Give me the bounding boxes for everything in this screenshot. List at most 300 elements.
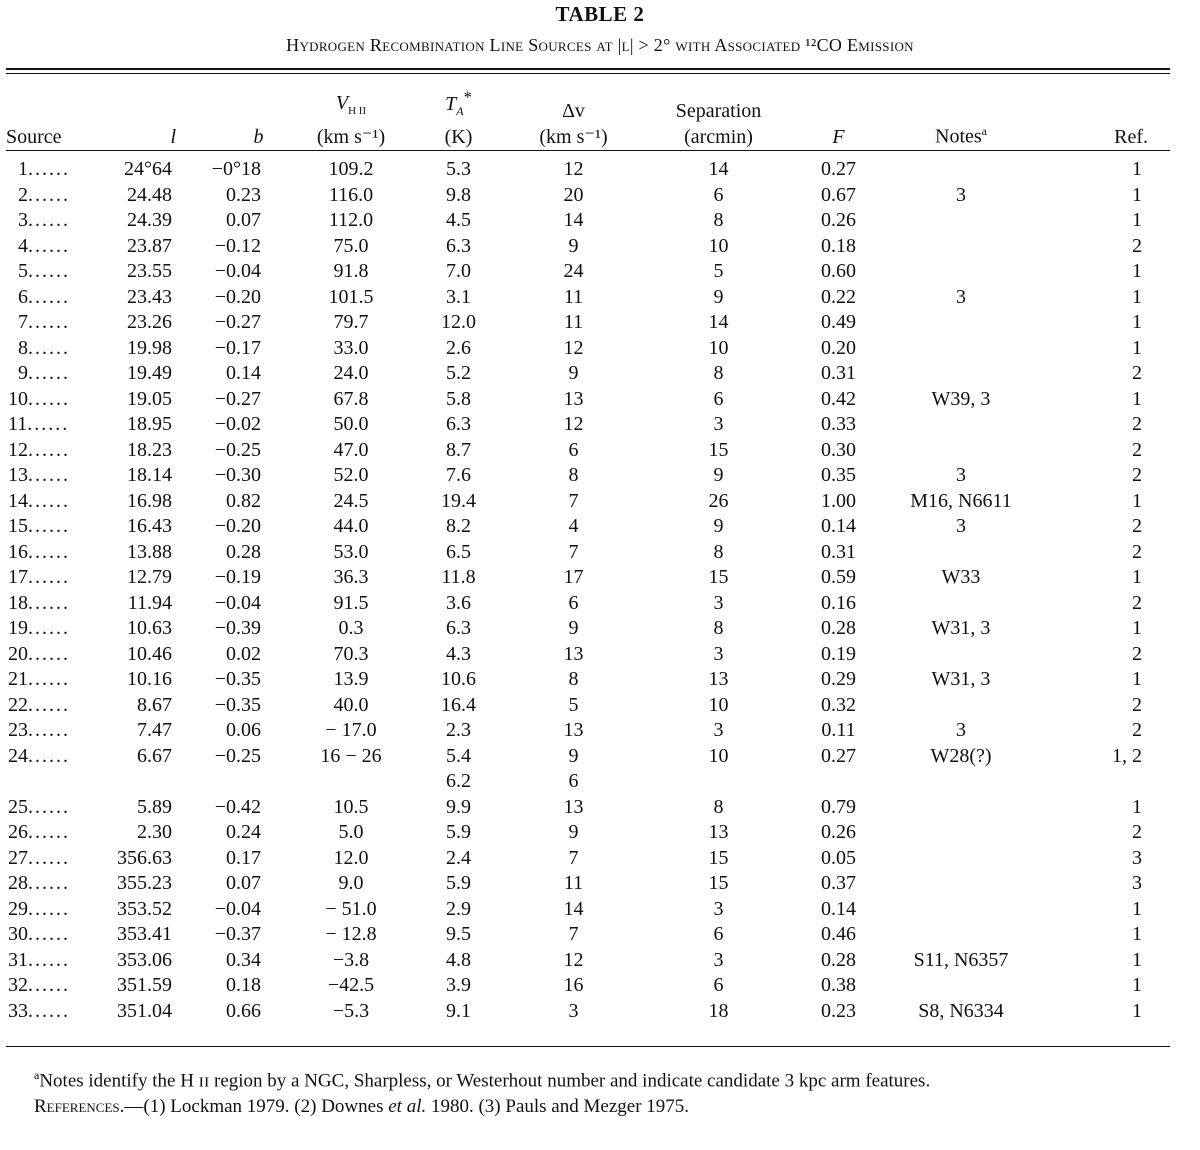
cell-b: −0.04: [214, 897, 261, 920]
cell-f: 0.31: [821, 540, 856, 563]
cell-v-hii: 52.0: [333, 464, 369, 486]
cell-f: 0.14: [821, 515, 856, 537]
cell-ta: 6.5: [446, 540, 471, 563]
table-row: [6, 412, 1170, 438]
cell-source: 33......: [8, 999, 70, 1022]
cell-delta-v: 12: [563, 158, 584, 180]
cell-source: 28......: [8, 872, 70, 894]
data-table: [6, 84, 1170, 1024]
cell-b: −0.20: [214, 285, 261, 308]
cell-delta-v: 7: [568, 923, 579, 945]
cell-l: 24°64: [124, 158, 172, 180]
cell-ta: 7.6: [446, 464, 471, 486]
cell-notes: W39, 3: [931, 387, 991, 410]
cell-ref: 1: [1132, 617, 1142, 639]
cell-ta: 6.3: [446, 413, 471, 435]
cell-ta: 4.8: [446, 948, 471, 971]
cell-ref: 1: [1132, 974, 1142, 996]
cell-b: −0.25: [214, 744, 261, 767]
cell-separation: 14: [708, 158, 729, 180]
cell-b: −0.17: [214, 336, 261, 359]
cell-b: −0.25: [214, 438, 261, 461]
cell-b: [176, 769, 291, 795]
cell-b: −0.37: [214, 923, 261, 945]
cell-separation: 8: [713, 617, 724, 639]
cell-notes: M16, N6611: [910, 489, 1012, 512]
cell-v-hii: 116.0: [328, 183, 374, 206]
cell-ref: 3: [1132, 846, 1142, 869]
table-body: [6, 151, 1170, 1025]
cell-notes: [881, 871, 1041, 897]
cell-f: 0.67: [821, 183, 856, 206]
cell-v-hii: [291, 769, 411, 795]
cell-l: 11.94: [127, 591, 172, 614]
cell-ref: [1041, 769, 1170, 795]
cell-v-hii: 101.5: [328, 285, 374, 308]
cell-delta-v: 9: [568, 234, 579, 257]
table-row: [6, 642, 1170, 668]
cell-delta-v: 13: [563, 719, 584, 741]
cell-separation: 9: [713, 464, 724, 486]
cell-b: −0.27: [214, 387, 261, 410]
cell-f: 0.18: [821, 234, 856, 257]
cell-delta-v: 13: [563, 642, 584, 665]
cell-f: 0.19: [821, 642, 856, 665]
cell-l: 355.23: [117, 872, 172, 894]
header-row: [6, 84, 1170, 151]
cell-ref: 1: [1132, 158, 1142, 180]
table-title: TABLE 2: [555, 2, 645, 26]
cell-delta-v: 7: [568, 489, 579, 512]
cell-notes: [881, 642, 1041, 668]
table-row: [6, 718, 1170, 744]
cell-source: 16......: [8, 540, 70, 563]
cell-b: −0.04: [214, 591, 261, 614]
cell-v-hii: 12.0: [333, 846, 369, 869]
cell-notes: W28(?): [930, 744, 992, 767]
cell-f: 0.16: [821, 591, 856, 614]
cell-source: 15......: [8, 515, 70, 537]
cell-l: 23.87: [127, 234, 172, 257]
cell-ta: 9.9: [446, 795, 471, 818]
cell-ta: 5.9: [446, 872, 471, 894]
cell-ta: 16.4: [441, 693, 476, 716]
cell-ref: 1: [1132, 260, 1142, 282]
cell-b: −0.35: [214, 668, 261, 690]
cell-ta: 5.3: [446, 158, 471, 180]
cell-separation: 10: [708, 744, 729, 767]
cell-f: 0.27: [821, 158, 856, 180]
cell-l: 10.63: [127, 617, 172, 639]
cell-f: 0.26: [821, 209, 856, 231]
cell-ta: 9.8: [446, 183, 471, 206]
cell-ta: 7.0: [446, 260, 471, 282]
cell-b: 0.17: [226, 846, 261, 869]
cell-source: 31......: [8, 948, 70, 971]
cell-b: 0.82: [226, 489, 261, 512]
cell-v-hii: 24.0: [333, 362, 369, 384]
cell-l: 23.55: [127, 260, 172, 282]
cell-l: 5.89: [137, 795, 172, 818]
cell-ref: 2: [1132, 642, 1142, 665]
cell-f: 0.27: [821, 744, 856, 767]
cell-delta-v: 12: [563, 336, 584, 359]
cell-b: 0.07: [226, 872, 261, 894]
cell-separation: 8: [713, 540, 724, 563]
cell-b: 0.23: [226, 183, 261, 206]
cell-ta: 11.8: [441, 566, 476, 588]
cell-source: 5......: [18, 260, 70, 282]
cell-source: 13......: [8, 464, 70, 486]
cell-v-hii: 24.5: [333, 489, 369, 512]
cell-l: 24.48: [127, 183, 172, 206]
cell-ta: 9.5: [446, 923, 471, 945]
cell-separation: 13: [708, 668, 729, 690]
cell-source: 12......: [8, 438, 70, 461]
cell-f: 0.33: [821, 413, 856, 435]
cell-delta-v: 11: [563, 285, 584, 308]
cell-ta: 2.3: [446, 719, 471, 741]
cell-source: 21......: [8, 668, 70, 690]
cell-l: 353.06: [117, 948, 172, 971]
cell-l: 24.39: [127, 209, 172, 231]
cell-source: 9......: [18, 362, 70, 384]
cell-source: 10......: [8, 387, 70, 410]
cell-ref: 1: [1132, 311, 1142, 333]
cell-l: 356.63: [117, 846, 172, 869]
top-rule: [6, 68, 1170, 70]
cell-v-hii: 16 − 26: [320, 744, 382, 767]
cell-l: 16.98: [127, 489, 172, 512]
cell-l: 19.98: [127, 336, 172, 359]
cell-ref: 2: [1132, 540, 1142, 563]
table-row: [6, 795, 1170, 821]
cell-separation: 15: [708, 438, 729, 461]
cell-delta-v: 12: [563, 948, 584, 971]
table-row: [6, 616, 1170, 642]
cell-separation: 10: [708, 234, 729, 257]
cell-l: 19.49: [127, 362, 172, 384]
cell-notes: W33: [941, 566, 981, 588]
cell-b: −0.39: [214, 617, 261, 639]
cell-delta-v: 7: [568, 846, 579, 869]
cell-v-hii: 91.5: [333, 591, 369, 614]
cell-notes: 3: [956, 464, 966, 486]
cell-notes: [881, 412, 1041, 438]
cell-b: −0.20: [214, 515, 261, 537]
cell-separation: 3: [713, 948, 724, 971]
cell-ta: 10.6: [441, 668, 476, 690]
table-row: [6, 438, 1170, 464]
cell-source: 27......: [8, 846, 70, 869]
cell-source: 7......: [18, 311, 70, 333]
cell-delta-v: 20: [563, 183, 584, 206]
cell-b: 0.07: [226, 209, 261, 231]
cell-notes: S11, N6357: [913, 948, 1009, 971]
footnotes: [6, 1062, 1170, 1120]
cell-v-hii: 47.0: [333, 438, 369, 461]
cell-ta: 2.9: [446, 897, 471, 920]
cell-f: 0.32: [821, 693, 856, 716]
table-row: [6, 310, 1170, 336]
table-row: [6, 565, 1170, 591]
cell-source: 26......: [8, 821, 70, 843]
header-separation: Separation (arcmin): [675, 100, 762, 148]
table-row: [6, 897, 1170, 923]
cell-ref: 1: [1132, 999, 1142, 1022]
cell-ta: 3.6: [446, 591, 471, 614]
cell-separation: 5: [713, 260, 724, 282]
header-b: b: [253, 126, 264, 148]
header-f: F: [832, 126, 845, 148]
table-row: [6, 693, 1170, 719]
cell-delta-v: 8: [568, 464, 579, 486]
cell-b: 0.14: [226, 362, 261, 384]
cell-l: 8.67: [137, 693, 172, 716]
cell-v-hii: 44.0: [333, 515, 369, 537]
table-row: [6, 948, 1170, 974]
cell-ta: 2.6: [446, 336, 471, 359]
cell-delta-v: 9: [568, 617, 579, 639]
cell-f: 0.60: [821, 260, 856, 282]
cell-delta-v: 7: [568, 540, 579, 563]
cell-delta-v: 16: [563, 974, 584, 996]
cell-v-hii: −42.5: [327, 974, 375, 996]
top-rule-thin: [6, 73, 1170, 74]
table-row: [6, 151, 1170, 183]
cell-source: 24......: [8, 744, 70, 767]
cell-v-hii: 50.0: [333, 413, 369, 435]
cell-delta-v: 9: [568, 821, 579, 843]
cell-separation: 15: [708, 872, 729, 894]
cell-v-hii: 70.3: [333, 642, 369, 665]
cell-b: 0.06: [226, 719, 261, 741]
cell-v-hii: 79.7: [333, 311, 369, 333]
table-row: [6, 744, 1170, 770]
cell-l: 2.30: [137, 821, 172, 843]
cell-notes: 3: [956, 719, 966, 741]
cell-ref: 2: [1132, 234, 1142, 257]
table-row: [6, 922, 1170, 948]
bottom-rule: [6, 1046, 1170, 1047]
cell-source: 8......: [18, 336, 70, 359]
cell-b: −0.12: [214, 234, 261, 257]
cell-f: 0.29: [821, 668, 856, 690]
cell-source: 17......: [8, 566, 70, 588]
cell-l: 12.79: [127, 566, 172, 588]
cell-f: 0.05: [821, 846, 856, 869]
cell-l: 18.95: [127, 413, 172, 435]
cell-source: 14......: [8, 489, 70, 512]
cell-f: 0.35: [821, 464, 856, 486]
cell-notes: [881, 846, 1041, 872]
table-row: [6, 208, 1170, 234]
cell-delta-v: 24: [563, 260, 584, 282]
cell-notes: S8, N6334: [918, 999, 1004, 1022]
cell-delta-v: 8: [568, 668, 579, 690]
cell-source: 4......: [18, 234, 70, 257]
cell-v-hii: 53.0: [333, 540, 369, 563]
cell-separation: 8: [713, 209, 724, 231]
cell-b: −0.35: [214, 693, 261, 716]
cell-f: 0.23: [821, 999, 856, 1022]
cell-separation: 14: [708, 311, 729, 333]
cell-separation: 3: [713, 897, 724, 920]
cell-ta: 5.4: [446, 744, 471, 767]
cell-ref: 2: [1132, 413, 1142, 435]
cell-delta-v: 6: [568, 770, 579, 792]
table-row: [6, 871, 1170, 897]
cell-notes: [881, 540, 1041, 566]
table-row: [6, 769, 1170, 795]
cell-f: 0.49: [821, 311, 856, 333]
cell-notes: [881, 361, 1041, 387]
cell-separation: 6: [713, 183, 724, 206]
cell-delta-v: 11: [563, 311, 584, 333]
cell-separation: [641, 769, 796, 795]
references: References.—(1) Lockman 1979. (2) Downes et al. 1980. (3) Pauls and Mezger 1975.: [34, 1096, 690, 1118]
cell-l: 23.43: [127, 285, 172, 308]
cell-l: 13.88: [127, 540, 172, 563]
footnote-a: $^a$Notes identify the H ɪɪ region by a NGC, Sharpless, or Westerhout number and indicate candidate 3 kpc arm features.: [34, 1068, 931, 1092]
cell-separation: 3: [713, 642, 724, 665]
cell-separation: 18: [708, 999, 729, 1022]
cell-v-hii: 40.0: [333, 693, 369, 716]
table-row: [6, 361, 1170, 387]
cell-f: 0.42: [821, 387, 856, 410]
cell-f: 0.11: [821, 719, 856, 741]
cell-b: 0.18: [226, 974, 261, 996]
cell-b: −0.02: [214, 413, 261, 435]
cell-notes: 3: [956, 285, 966, 308]
cell-l: 351.04: [117, 999, 172, 1022]
table-row: [6, 540, 1170, 566]
cell-f: 0.37: [821, 872, 856, 894]
cell-l: 353.41: [117, 923, 172, 945]
cell-source: 18......: [8, 591, 70, 614]
cell-ta: 9.1: [446, 999, 471, 1022]
cell-source: 11......: [8, 413, 70, 435]
cell-v-hii: 0.3: [338, 617, 364, 639]
cell-source: 6......: [18, 285, 70, 308]
table-row: [6, 259, 1170, 285]
cell-separation: 6: [713, 387, 724, 410]
cell-ta: 2.4: [446, 846, 471, 869]
cell-delta-v: 6: [568, 438, 579, 461]
cell-b: −0.19: [214, 566, 261, 588]
table-row: [6, 234, 1170, 260]
cell-notes: [881, 769, 1041, 795]
cell-notes: [881, 922, 1041, 948]
cell-source: 22......: [8, 693, 70, 716]
cell-ref: 1: [1132, 387, 1142, 410]
table-row: [6, 846, 1170, 872]
table-row: [6, 999, 1170, 1025]
header-source: Source: [6, 126, 62, 148]
cell-v-hii: 10.5: [333, 795, 369, 818]
cell-ref: 2: [1132, 719, 1142, 741]
cell-notes: [881, 336, 1041, 362]
cell-v-hii: −3.8: [332, 948, 370, 971]
cell-notes: [881, 820, 1041, 846]
cell-ref: 1: [1132, 285, 1142, 308]
cell-delta-v: 3: [568, 999, 579, 1022]
cell-v-hii: 9.0: [338, 872, 364, 894]
cell-b: 0.28: [226, 540, 261, 563]
cell-ref: 1: [1132, 183, 1142, 206]
cell-notes: [881, 591, 1041, 617]
cell-ref: 2: [1132, 591, 1142, 614]
cell-notes: [881, 208, 1041, 234]
cell-ta: 3.9: [446, 974, 471, 996]
cell-ref: 1: [1132, 897, 1142, 920]
cell-delta-v: 11: [563, 872, 584, 894]
cell-ta: 8.2: [446, 515, 471, 537]
cell-delta-v: 9: [568, 744, 579, 767]
cell-l: 351.59: [117, 974, 172, 996]
cell-ref: 2: [1132, 464, 1142, 486]
cell-ref: 1: [1132, 336, 1142, 359]
header-ref: Ref.: [1114, 126, 1148, 148]
table-row: [6, 489, 1170, 515]
cell-source: 25......: [8, 795, 70, 818]
table-row: [6, 591, 1170, 617]
cell-notes: [881, 693, 1041, 719]
cell-ref: 1, 2: [1112, 744, 1142, 767]
cell-ref: 2: [1132, 438, 1142, 461]
cell-l: 18.14: [127, 464, 172, 486]
cell-v-hii: 33.0: [333, 336, 369, 359]
cell-delta-v: 9: [568, 362, 579, 384]
cell-ta: 3.1: [446, 285, 471, 308]
cell-separation: 9: [713, 515, 724, 537]
cell-b: 0.02: [226, 642, 261, 665]
cell-notes: [881, 897, 1041, 923]
cell-separation: 3: [713, 591, 724, 614]
cell-v-hii: 109.2: [328, 158, 374, 180]
cell-notes: [881, 151, 1041, 183]
header-v-hii: $V_{H II}$ (km s⁻¹): [316, 92, 386, 148]
cell-v-hii: 67.8: [333, 387, 369, 410]
cell-ta: 19.4: [441, 489, 476, 512]
cell-ta: 5.8: [446, 387, 471, 410]
cell-separation: 15: [708, 566, 729, 588]
cell-separation: 26: [708, 489, 729, 512]
cell-f: 0.28: [821, 617, 856, 639]
cell-ta: 5.2: [446, 362, 471, 384]
cell-f: 1.00: [821, 489, 856, 512]
cell-b: −0.30: [214, 464, 261, 486]
cell-ref: 1: [1132, 948, 1142, 971]
cell-l: 16.43: [127, 515, 172, 537]
table-row: [6, 387, 1170, 413]
cell-notes: [881, 973, 1041, 999]
cell-ref: 1: [1132, 489, 1142, 512]
cell-v-hii: 5.0: [338, 821, 364, 843]
cell-l: 19.05: [127, 387, 172, 410]
cell-separation: 9: [713, 285, 724, 308]
cell-v-hii: 112.0: [328, 209, 374, 231]
cell-delta-v: 13: [563, 795, 584, 818]
header-l: l: [170, 126, 176, 148]
cell-v-hii: 75.0: [333, 234, 369, 257]
cell-source: 3......: [18, 209, 70, 231]
cell-separation: 3: [713, 413, 724, 435]
cell-ta: 8.7: [446, 438, 471, 461]
cell-f: 0.28: [821, 948, 856, 971]
cell-separation: 15: [708, 846, 729, 869]
cell-b: 0.34: [226, 948, 261, 971]
